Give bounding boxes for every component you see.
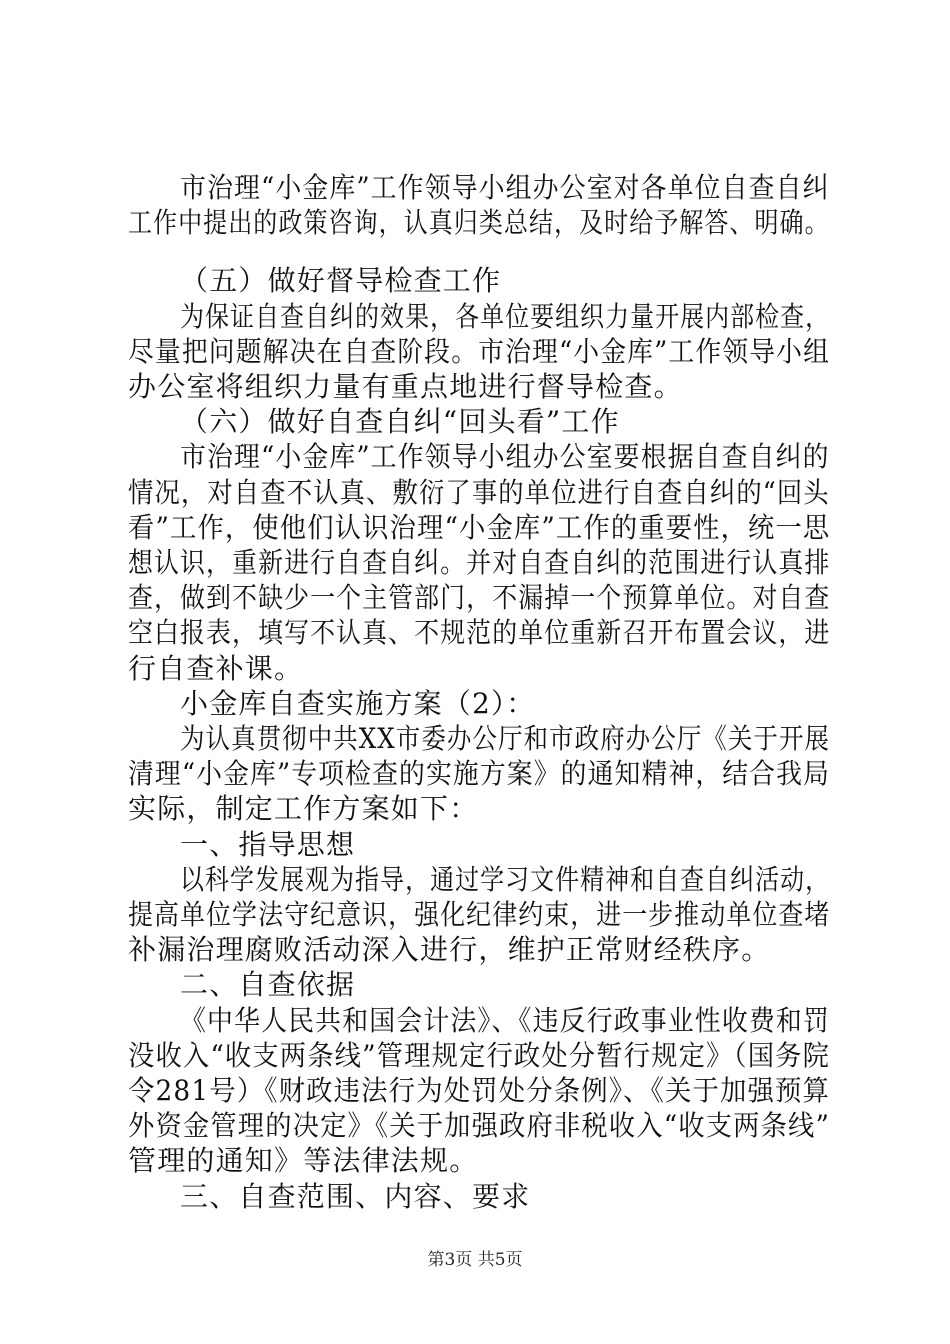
paragraph-line: 令281号）《财政违法行为处罚处分条例》、《关于加强预算 bbox=[128, 1074, 831, 1107]
section-heading: （五）做好督导检查工作 bbox=[180, 264, 502, 297]
paragraph-line: 尽量把问题解决在自查阶段。市治理“小金库”工作领导小组 bbox=[128, 335, 831, 368]
section-heading: 二、自查依据 bbox=[180, 968, 356, 1001]
paragraph-line: 《中华人民共和国会计法》、《违反行政事业性收费和罚 bbox=[180, 1004, 830, 1037]
paragraph-line: 没收入“收支两条线”管理规定行政处分暂行规定》（国务院 bbox=[128, 1039, 831, 1072]
paragraph-line: 办公室将组织力量有重点地进行督导检查。 bbox=[128, 370, 683, 403]
paragraph-line: 提高单位学法守纪意识，强化纪律约束，进一步推动单位查堵 bbox=[128, 898, 831, 931]
paragraph-line: 清理“小金库”专项检查的实施方案》的通知精神，结合我局 bbox=[128, 757, 831, 790]
page-footer: 第3页 共5页 bbox=[427, 1250, 523, 1270]
paragraph-line: 管理的通知》等法律法规。 bbox=[128, 1144, 479, 1177]
section-heading: 一、指导思想 bbox=[180, 828, 356, 861]
paragraph-line: 想认识，重新进行自查自纠。并对自查自纠的范围进行认真排 bbox=[128, 546, 831, 579]
paragraph-line: 补漏治理腐败活动深入进行，维护正常财经秩序。 bbox=[128, 933, 771, 966]
paragraph-line: 情况，对自查不认真、敷衍了事的单位进行自查自纠的“回头 bbox=[128, 476, 830, 509]
section-heading: 小金库自查实施方案（2）： bbox=[180, 687, 536, 720]
paragraph-line: 查，做到不缺少一个主管部门，不漏掉一个预算单位。对自查 bbox=[128, 581, 831, 614]
paragraph-line: 空白报表，填写不认真、不规范的单位重新召开布置会议，进 bbox=[128, 616, 831, 649]
section-heading: （六）做好自查自纠“回头看”工作 bbox=[180, 405, 620, 438]
paragraph-line: 实际，制定工作方案如下： bbox=[128, 792, 479, 825]
paragraph-line: 外资金管理的决定》《关于加强政府非税收入“收支两条线” bbox=[128, 1109, 831, 1142]
paragraph-line: 看”工作，使他们认识治理“小金库”工作的重要性，统一思 bbox=[128, 511, 831, 544]
section-heading: 三、自查范围、内容、要求 bbox=[180, 1180, 531, 1213]
paragraph-line: 市治理“小金库”工作领导小组办公室对各单位自查自纠 bbox=[180, 171, 830, 204]
paragraph-line: 为认真贯彻中共XX市委办公厅和市政府办公厅《关于开展 bbox=[180, 722, 831, 755]
paragraph-line: 市治理“小金库”工作领导小组办公室要根据自查自纠的 bbox=[180, 440, 830, 473]
paragraph-line: 以科学发展观为指导，通过学习文件精神和自查自纠活动， bbox=[180, 863, 831, 896]
paragraph-line: 工作中提出的政策咨询，认真归类总结，及时给予解答、明确。 bbox=[128, 206, 830, 239]
paragraph-line: 为保证自查自纠的效果，各单位要组织力量开展内部检查， bbox=[180, 300, 831, 333]
paragraph-line: 行自查补课。 bbox=[128, 652, 304, 685]
